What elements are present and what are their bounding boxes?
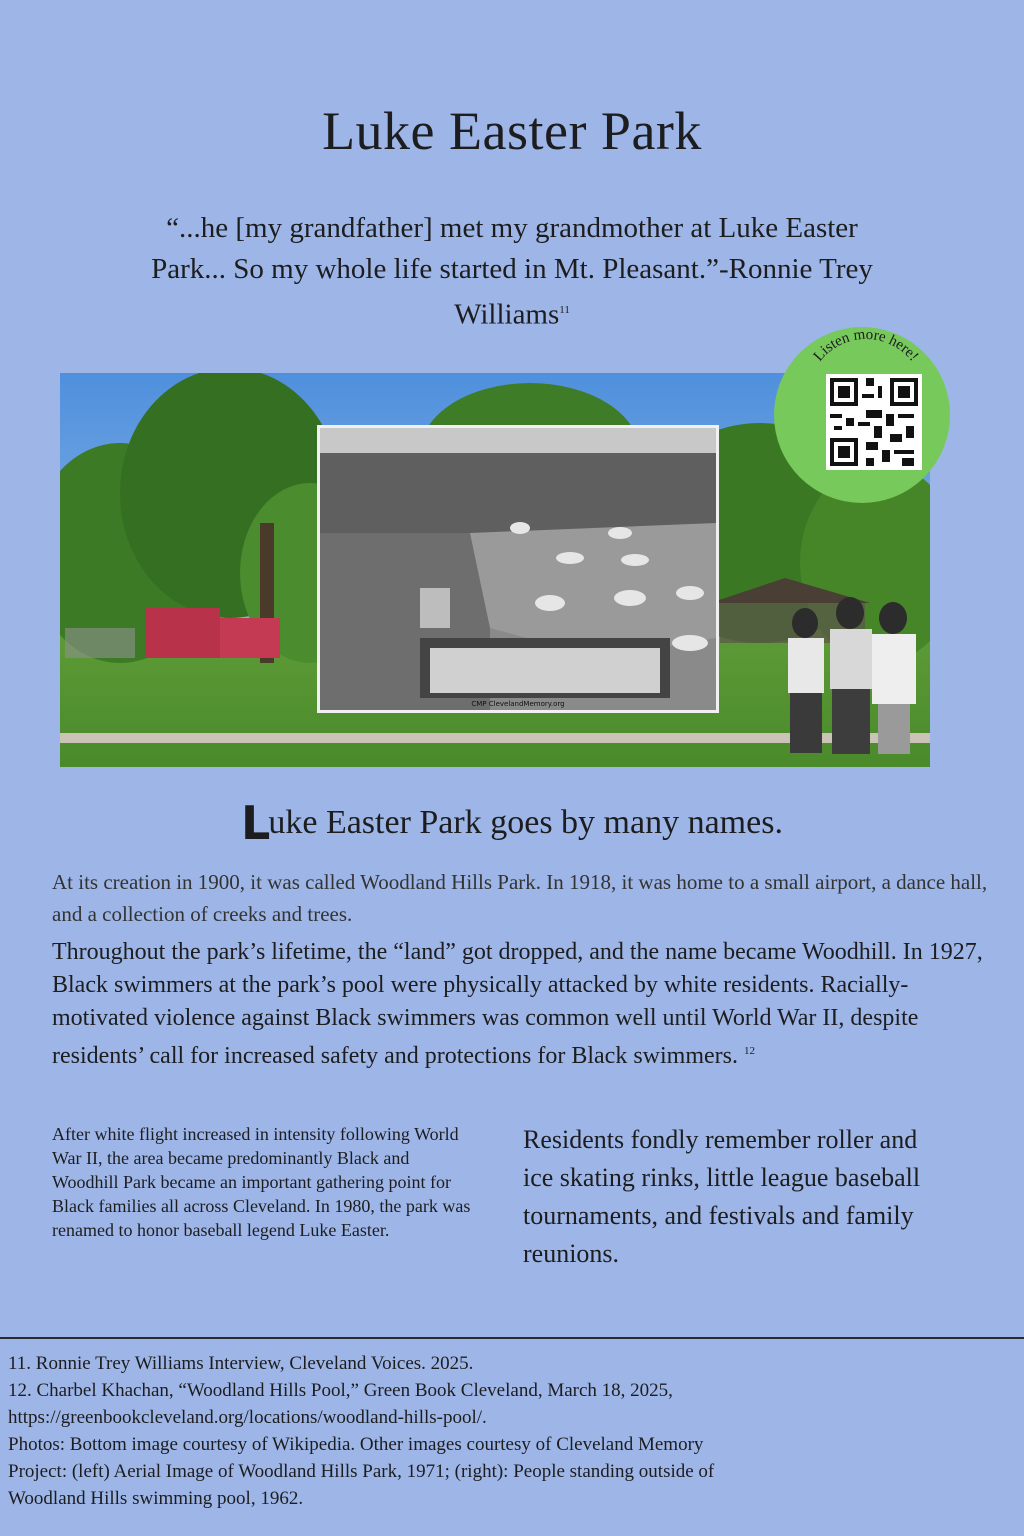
page-title: Luke Easter Park: [322, 101, 702, 161]
paragraph-history: [52, 936, 992, 1073]
paragraph-memories: Residents fondly remember roller and ice skating rinks, little league baseball tournaments, and festivals and family reunions.: [523, 1125, 921, 1268]
people-cutout: [788, 597, 916, 754]
aerial-photo-credit: CMP ClevelandMemory.org: [471, 700, 565, 708]
paragraph-renaming: After white flight increased in intensity following World War II, the area became predominantly Black and Woodhill Park became an important gathering point for Black families all across Cleveland. In 1980, the park was renamed to honor baseball legend Luke Easter.: [52, 1124, 471, 1240]
footnote-line: 12. Charbel Khachan, “Woodland Hills Pool,” Green Book Cleveland, March 18, 2025,: [8, 1380, 673, 1401]
footnotes-list: [8, 1350, 1008, 1512]
section-heading: [0, 796, 1024, 850]
svg-text:Listen more here!: [811, 327, 922, 364]
section-heading-text: uke Easter Park goes by many names.: [268, 804, 783, 841]
paragraph-creation: At its creation in 1900, it was called Woodland Hills Park. In 1918, it was home to a small airport, a dance hall, and a collection of creeks and trees.: [52, 870, 988, 926]
drop-cap: L: [241, 796, 271, 850]
quote-footnote-ref: 11: [559, 304, 570, 316]
qr-code-icon[interactable]: [826, 374, 922, 470]
paragraph-history-text: Throughout the park’s lifetime, the “land” got dropped, and the name became Woodhill. In 1927, Black swimmers at the park’s pool were physically attacked by white residents. Racially-motivated violence against Black swimmers was common well until World War II, despite residents’ call for increased safety and protections for Black swimmers.: [52, 939, 983, 1069]
paragraph-history-footnote-ref: 12: [743, 1045, 755, 1057]
quote-text: “...he [my grandfather] met my grandmother at Luke Easter Park... So my whole life started in Mt. Pleasant.”-Ronnie Trey Williams: [151, 212, 873, 331]
aerial-photo: [317, 425, 719, 713]
footnote-line: Photos: Bottom image courtesy of Wikipedia. Other images courtesy of Cleveland Memory: [8, 1434, 704, 1455]
footnote-divider: [0, 1337, 1024, 1339]
footnote-link[interactable]: https://greenbookcleveland.org/locations/woodland-hills-pool/.: [8, 1407, 487, 1428]
footnote-line: Project: (left) Aerial Image of Woodland Hills Park, 1971; (right): People standing outside of: [8, 1461, 715, 1482]
pull-quote: [140, 208, 884, 336]
qr-code-graphic: [826, 374, 922, 470]
aerial-photo-illustration: [320, 428, 716, 710]
footnote-line: 11. Ronnie Trey Williams Interview, Cleveland Voices. 2025.: [8, 1353, 474, 1374]
listen-badge-label: Listen more here!: [810, 327, 922, 365]
footnote-line: Woodland Hills swimming pool, 1962.: [8, 1488, 304, 1509]
